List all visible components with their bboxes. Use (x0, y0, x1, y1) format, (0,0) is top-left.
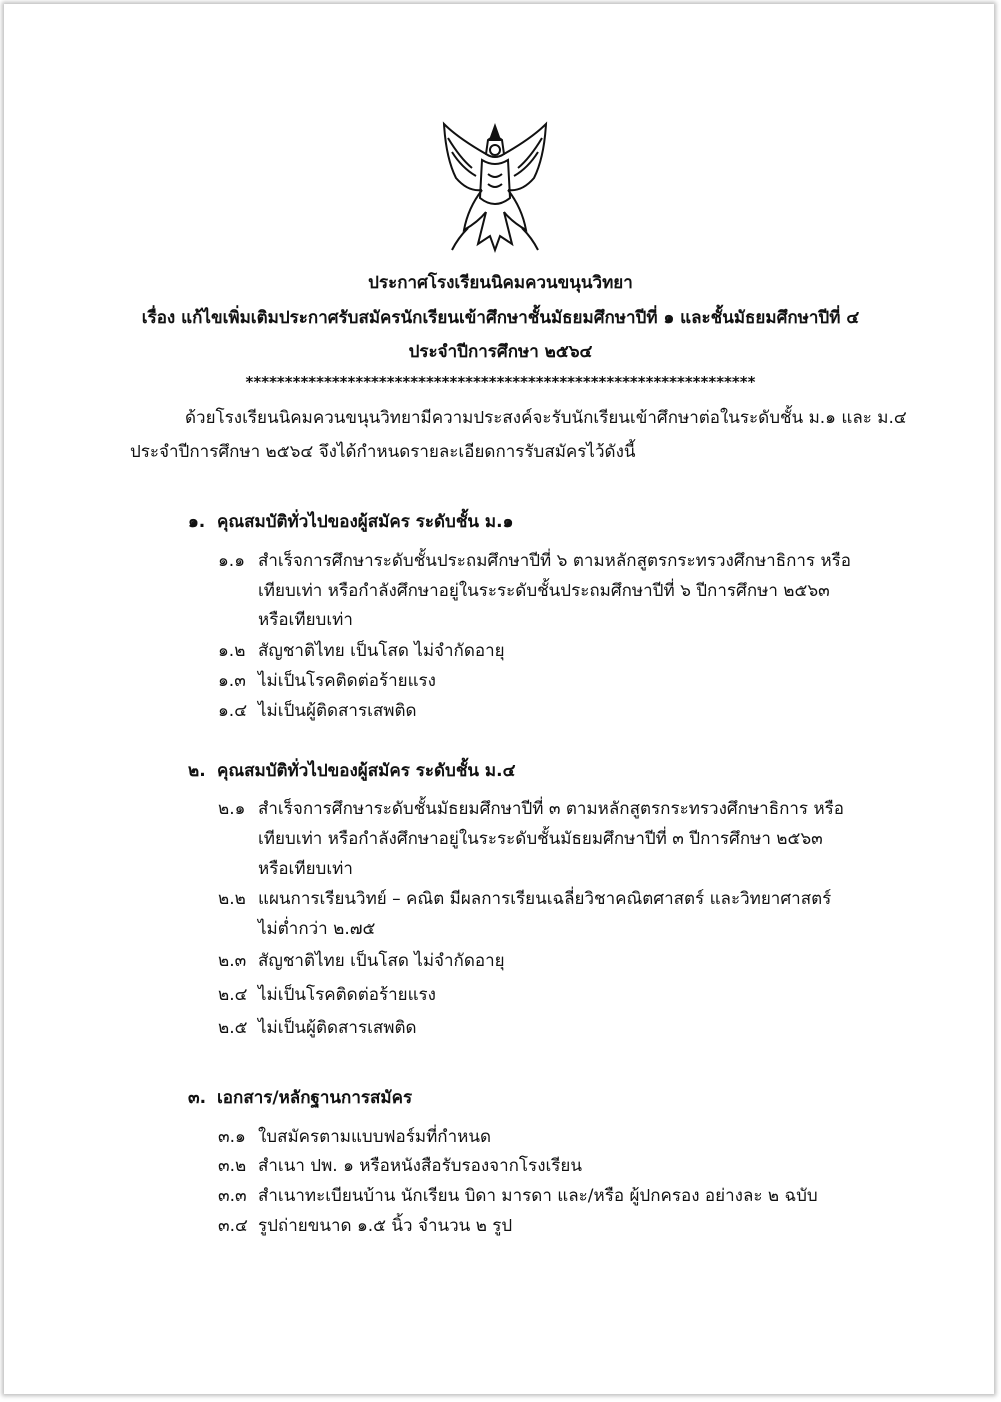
section-heading: คุณสมบัติทั่วไปของผู้สมัคร ระดับชั้น ม.๑ (217, 512, 514, 532)
item-number: ๑.๒ (218, 641, 246, 661)
item-text: ใบสมัครตามแบบฟอร์มที่กำหนด (258, 1127, 492, 1147)
item-number: ๒.๓ (218, 951, 247, 971)
academic-year: ประจำปีการศึกษา ๒๕๖๔ (408, 342, 593, 362)
item-text: หรือเทียบเท่า (258, 859, 353, 879)
separator: ***************************************************************** (245, 373, 756, 391)
item-text: ไม่เป็นโรคติดต่อร้ายแรง (258, 671, 436, 691)
section-number: ๒. (188, 761, 206, 781)
section-number: ๑. (188, 512, 206, 532)
item-text: ไม่เป็นผู้ติดสารเสพติด (258, 1018, 417, 1038)
section-heading: คุณสมบัติทั่วไปของผู้สมัคร ระดับชั้น ม.๔ (217, 761, 516, 781)
announcement-subject: เรื่อง แก้ไขเพิ่มเติมประกาศรับสมัครนักเรียนเข้าศึกษาชั้นมัธยมศึกษาปีที่ ๑ และชั้นมัธยมศึกษาปีที่ ๔ (141, 308, 860, 328)
item-number: ๓.๓ (218, 1186, 247, 1206)
section-heading: เอกสาร/หลักฐานการสมัคร (217, 1088, 413, 1108)
announcement-title: ประกาศโรงเรียนนิคมควนขนุนวิทยา (368, 273, 633, 293)
item-text: รูปถ่ายขนาด ๑.๕ นิ้ว จำนวน ๒ รูป (258, 1216, 513, 1236)
item-text: ไม่ต่ำกว่า ๒.๗๕ (258, 919, 376, 939)
item-number: ๒.๑ (218, 799, 246, 819)
item-text: สำเนาทะเบียนบ้าน นักเรียน บิดา มารดา และ/หรือ ผู้ปกครอง อย่างละ ๒ ฉบับ (258, 1186, 818, 1206)
section-number: ๓. (188, 1088, 207, 1108)
item-number: ๓.๔ (218, 1216, 248, 1236)
item-text: สัญชาติไทย เป็นโสด ไม่จำกัดอายุ (258, 951, 505, 971)
item-number: ๓.๑ (218, 1127, 246, 1147)
item-number: ๓.๒ (218, 1156, 247, 1176)
item-number: ๒.๔ (218, 985, 248, 1005)
item-number: ๑.๔ (218, 701, 248, 721)
item-text: เทียบเท่า หรือกำลังศึกษาอยู่ในระระดับชั้นมัธยมศึกษาปีที่ ๓ ปีการศึกษา ๒๕๖๓ (258, 829, 823, 849)
item-text: สัญชาติไทย เป็นโสด ไม่จำกัดอายุ (258, 641, 505, 661)
item-text: ไม่เป็นโรคติดต่อร้ายแรง (258, 985, 436, 1005)
item-text: สำเนา ปพ. ๑ หรือหนังสือรับรองจากโรงเรียน (258, 1156, 583, 1176)
item-number: ๒.๕ (218, 1018, 248, 1038)
item-text: สำเร็จการศึกษาระดับชั้นมัธยมศึกษาปีที่ ๓ ตามหลักสูตรกระทรวงศึกษาธิการ หรือ (258, 799, 845, 819)
intro-line: ด้วยโรงเรียนนิคมควนขนุนวิทยามีความประสงค์จะรับนักเรียนเข้าศึกษาต่อในระดับชั้น ม.๑ และ ม.๔ (185, 408, 907, 428)
item-number: ๑.๓ (218, 671, 246, 691)
item-text: เทียบเท่า หรือกำลังศึกษาอยู่ในระระดับชั้นประถมศึกษาปีที่ ๖ ปีการศึกษา ๒๕๖๓ (258, 581, 830, 601)
item-text: สำเร็จการศึกษาระดับชั้นประถมศึกษาปีที่ ๖ ตามหลักสูตรกระทรวงศึกษาธิการ หรือ (258, 551, 851, 571)
intro-line: ประจำปีการศึกษา ๒๕๖๔ จึงได้กำหนดรายละเอียดการรับสมัครไว้ดังนี้ (130, 442, 636, 462)
item-text: ไม่เป็นผู้ติดสารเสพติด (258, 701, 417, 721)
item-number: ๑.๑ (218, 551, 245, 571)
item-number: ๒.๒ (218, 889, 246, 909)
item-text: หรือเทียบเท่า (258, 610, 353, 630)
item-text: แผนการเรียนวิทย์ – คณิต มีผลการเรียนเฉลี่ยวิชาคณิตศาสตร์ และวิทยาศาสตร์ (258, 889, 832, 909)
garuda-emblem-icon (438, 118, 552, 258)
